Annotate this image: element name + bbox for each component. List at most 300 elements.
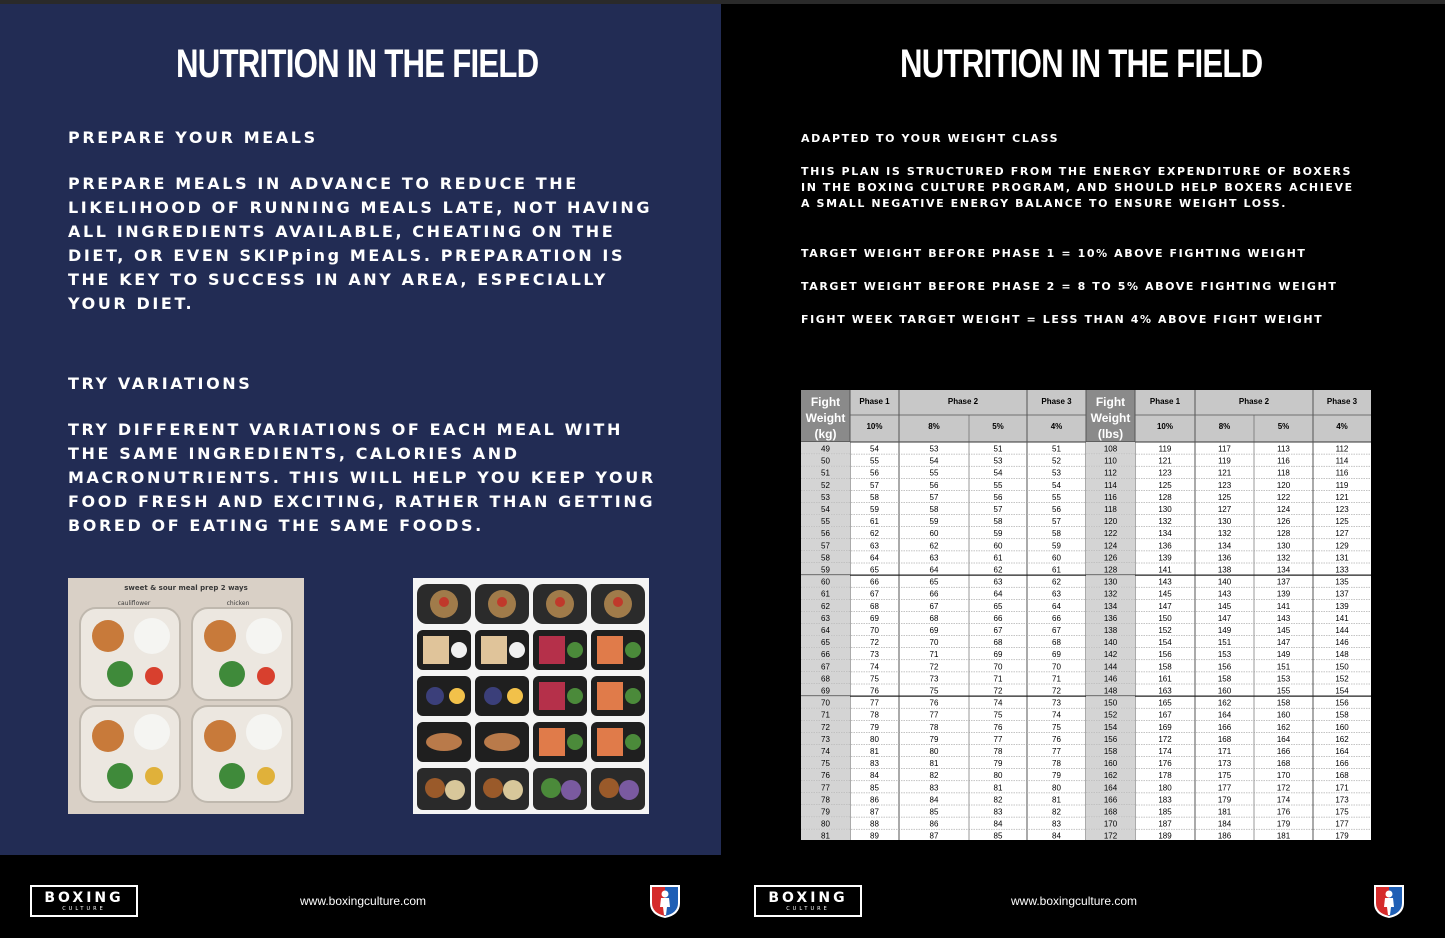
table-cell: 123 [1335,505,1349,514]
table-cell: 144 [1335,626,1349,635]
table-cell: 61 [993,553,1003,563]
table-cell: 154 [1335,686,1349,696]
table-cell: 76 [870,686,879,696]
table-cell: 62 [1052,577,1061,587]
table-cell: 53 [1052,468,1061,478]
table-cell: 72 [870,638,879,648]
table-cell: 66 [929,589,939,599]
table-cell: 85 [993,831,1003,840]
percent-header: 10% [1156,422,1174,431]
table-cell: 175 [1335,807,1349,817]
table-cell: 79 [929,734,939,744]
table-cell: 171 [1217,747,1232,756]
table-cell: 168 [1103,807,1118,817]
table-cell: 72 [1052,686,1061,696]
table-cell: 65 [821,638,830,648]
table-cell: 179 [1217,795,1232,805]
table-cell: 66 [993,613,1003,623]
table-cell: 185 [1158,807,1172,817]
section-text-prepare: PREPARE MEALS IN ADVANCE TO REDUCE THE LIKELIHOOD OF RUNNING MEALS LATE, NOT HAVING ALL INGREDIENTS AVAILABLE, CHEATING ON THE DIET, OR EVEN SKIPping MEALS. PREPARATION IS THE KEY TO SUCCESS IN ANY AREA, ESPECIALLY YOUR DIET. [68,174,653,313]
table-cell: 89 [870,831,879,840]
table-cell: 156 [1217,662,1232,672]
boxer-shield-icon [648,883,682,919]
table-cell: 158 [1158,662,1172,672]
table-cell: 126 [1276,517,1291,527]
table-cell: 77 [870,698,879,708]
table-cell: 59 [929,517,939,527]
table-cell: 181 [1217,807,1232,817]
table-cell: 69 [821,686,830,696]
table-cell: 71 [821,710,830,720]
table-cell: 124 [1276,505,1291,514]
table-cell: 139 [1158,553,1172,563]
table-cell: 168 [1217,734,1232,744]
table-cell: 130 [1158,505,1172,514]
right-page [721,4,1445,855]
table-cell: 131 [1335,553,1349,563]
phase-header: Phase 3 [1041,397,1072,406]
table-cell: 132 [1158,517,1172,527]
table-cell: 158 [1276,698,1291,708]
table-cell: 63 [821,613,830,623]
table-cell: 60 [1052,553,1061,563]
table-cell: 163 [1158,686,1172,696]
table-cell: 178 [1158,771,1172,781]
left-page [0,4,721,855]
table-cell: 79 [993,759,1003,769]
logo-main-text: BOXING [44,890,124,906]
table-cell: 78 [993,747,1003,756]
table-cell: 177 [1335,819,1349,829]
table-cell: 70 [821,698,830,708]
table-cell: 56 [993,492,1003,502]
table-cell: 81 [993,783,1003,793]
table-cell: 53 [929,444,939,454]
table-cell: 150 [1158,613,1172,623]
table-cell: 67 [821,662,830,672]
table-cell: 172 [1276,783,1291,793]
table-cell: 68 [870,601,879,611]
table-cell: 116 [1104,492,1117,502]
table-cell: 113 [1277,444,1290,454]
logo-main-text: BOXING [768,890,848,906]
table-cell: 145 [1217,601,1232,611]
website-url[interactable]: www.boxingculture.com [300,894,427,908]
table-cell: 153 [1217,650,1232,660]
photo-caption: sweet & sour meal prep 2 ways [124,584,248,592]
table-cell: 129 [1335,541,1349,551]
table-cell: 77 [1052,747,1061,756]
table-cell: 54 [993,468,1003,478]
table-cell: 177 [1217,783,1232,793]
table-cell: 183 [1158,795,1172,805]
table-cell: 59 [821,565,830,575]
table-cell: 130 [1103,577,1118,587]
table-cell: 76 [821,771,830,781]
table-cell: 166 [1103,795,1118,805]
table-cell: 69 [870,613,879,623]
table-cell: 148 [1103,686,1118,696]
table-cell: 68 [1052,638,1061,648]
table-cell: 74 [1052,710,1061,720]
boxing-culture-logo [754,885,862,917]
phase-header: Phase 1 [1149,397,1181,406]
table-cell: 187 [1158,819,1172,829]
table-cell: 172 [1103,831,1118,840]
table-cell: 66 [1052,613,1061,623]
table-cell: 151 [1217,638,1232,648]
table-cell: 147 [1276,638,1291,648]
table-cell: 138 [1103,626,1118,635]
table-cell: 161 [1158,674,1172,684]
table-cell: 149 [1276,650,1291,660]
table-cell: 122 [1103,529,1118,539]
table-cell: 56 [929,480,939,490]
table-cell: 65 [870,565,879,575]
table-cell: 83 [1052,819,1061,829]
table-cell: 180 [1158,783,1172,793]
table-cell: 59 [1052,541,1061,551]
table-cell: 69 [993,650,1003,660]
table-cell: 62 [993,565,1003,575]
table-cell: 146 [1103,674,1118,684]
table-cell: 66 [870,577,879,587]
table-cell: 156 [1103,734,1118,744]
table-cell: 58 [821,553,830,563]
table-cell: 83 [870,759,879,769]
table-cell: 132 [1103,589,1118,599]
table-cell: 63 [1052,589,1061,599]
table-cell: 86 [929,819,939,829]
table-cell: 153 [1276,674,1291,684]
table-cell: 121 [1217,468,1232,478]
table-cell: 124 [1103,541,1118,551]
weight-table-svg [801,390,1371,840]
photo-label-chicken: chicken [226,600,250,607]
table-cell: 58 [929,505,939,514]
table-cell: 134 [1103,601,1118,611]
table-cell: 78 [1052,759,1061,769]
logo-sub-text: CULTURE [786,906,830,912]
table-cell: 55 [1052,492,1061,502]
table-cell: 73 [821,734,830,744]
table-cell: 136 [1103,613,1118,623]
table-cell: 51 [1052,444,1061,454]
table-cell: 116 [1335,468,1349,478]
table-cell: 166 [1276,747,1291,756]
table-cell: 160 [1335,722,1349,732]
percent-header: 5% [1277,422,1290,431]
table-cell: 119 [1158,444,1172,454]
target-weight-phase-2: TARGET WEIGHT BEFORE PHASE 2 = 8 TO 5% ABOVE FIGHTING WEIGHT [801,280,1338,293]
table-cell: 130 [1276,541,1291,551]
table-cell: 168 [1276,759,1291,769]
table-cell: 54 [1052,480,1061,490]
table-cell: 75 [993,710,1003,720]
table-cell: 181 [1276,831,1291,840]
table-cell: 80 [993,771,1003,781]
table-cell: 51 [993,444,1003,454]
table-cell: 156 [1158,650,1172,660]
table-cell: 144 [1103,662,1118,672]
table-cell: 164 [1103,783,1118,793]
table-cell: 167 [1158,710,1172,720]
table-cell: 67 [870,589,879,599]
table-cell: 143 [1276,613,1291,623]
table-cell: 60 [821,577,830,587]
table-cell: 162 [1103,771,1118,781]
table-cell: 63 [870,541,879,551]
table-cell: 158 [1217,674,1232,684]
table-cell: 170 [1103,819,1118,829]
table-cell: 75 [929,686,939,696]
percent-header: 8% [1218,422,1231,431]
table-cell: 128 [1103,565,1118,575]
table-cell: 184 [1217,819,1232,829]
table-cell: 126 [1103,553,1118,563]
table-cell: 59 [993,529,1003,539]
table-cell: 65 [929,577,939,587]
table-cell: 62 [821,601,830,611]
table-cell: 118 [1277,468,1290,478]
table-cell: 173 [1335,795,1349,805]
table-cell: 148 [1335,650,1349,660]
table-cell: 75 [870,674,879,684]
table-cell: 79 [870,722,879,732]
kg-header-text: Weight [805,411,846,425]
table-cell: 58 [993,517,1003,527]
plan-intro-text: THIS PLAN IS STRUCTURED FROM THE ENERGY EXPENDITURE OF BOXERS IN THE BOXING CULTURE PROGRAM, AND SHOULD HELP BOXERS ACHIEVE A SMALL NEGATIVE ENERGY BALANCE TO ENSURE WEIGHT LOSS. [801,165,1354,210]
table-cell: 118 [1104,505,1117,514]
table-cell: 62 [870,529,879,539]
table-cell: 154 [1103,722,1118,732]
table-cell: 140 [1217,577,1232,587]
table-cell: 55 [929,468,939,478]
table-cell: 147 [1217,613,1232,623]
table-cell: 72 [993,686,1003,696]
table-cell: 76 [929,698,939,708]
table-cell: 137 [1276,577,1291,587]
table-cell: 83 [993,807,1003,817]
table-cell: 78 [929,722,939,732]
table-cell: 59 [870,505,879,514]
table-cell: 152 [1103,710,1118,720]
table-cell: 64 [929,565,939,575]
table-cell: 136 [1217,553,1232,563]
table-cell: 64 [821,626,830,635]
table-cell: 56 [870,468,879,478]
table-cell: 162 [1335,734,1349,744]
page-title: NUTRITION IN THE FIELD [900,42,1263,86]
table-cell: 57 [993,505,1003,514]
table-cell: 79 [821,807,830,817]
kg-header-text: (kg) [814,427,837,441]
table-cell: 78 [870,710,879,720]
table-cell: 168 [1335,771,1349,781]
table-cell: 132 [1217,529,1232,539]
table-cell: 61 [870,517,879,527]
table-cell: 160 [1217,686,1232,696]
table-cell: 57 [821,541,830,551]
table-cell: 175 [1217,771,1232,781]
table-cell: 63 [929,553,939,563]
table-cell: 64 [870,553,879,563]
table-cell: 53 [821,492,830,502]
table-cell: 81 [870,747,879,756]
phase-header: Phase 2 [947,397,979,406]
table-cell: 110 [1104,456,1117,466]
table-cell: 50 [821,456,830,466]
table-cell: 136 [1158,541,1172,551]
table-cell: 114 [1335,456,1349,466]
section-text-variations: TRY DIFFERENT VARIATIONS OF EACH MEAL WITH THE SAME INGREDIENTS, CALORIES AND MACRONUTRIENTS. THIS WILL HELP YOU KEEP YOUR FOOD FRESH AND EXCITING, RATHER THAN GETTING BORED OF EATING THE SAME FOODS. [68,420,656,535]
lbs-header-text: (lbs) [1097,427,1124,441]
table-cell: 173 [1217,759,1232,769]
table-cell: 147 [1158,601,1172,611]
table-cell: 77 [821,783,830,793]
table-cell: 179 [1335,831,1349,840]
table-cell: 84 [1052,831,1061,840]
table-cell: 121 [1158,456,1172,466]
table-cell: 57 [1052,517,1061,527]
table-cell: 162 [1217,698,1232,708]
table-cell: 87 [870,807,879,817]
table-cell: 82 [1052,807,1061,817]
lbs-header-text: Fight [1095,395,1126,409]
table-cell: 81 [821,831,830,840]
table-cell: 54 [929,456,939,466]
percent-header: 5% [992,422,1004,431]
table-cell: 134 [1158,529,1172,539]
table-cell: 75 [1052,722,1061,732]
logo-sub-text: CULTURE [62,906,106,912]
table-cell: 54 [821,505,830,514]
table-cell: 60 [929,529,939,539]
table-cell: 165 [1158,698,1172,708]
table-cell: 84 [870,771,879,781]
table-cell: 179 [1276,819,1291,829]
table-cell: 125 [1335,517,1349,527]
table-cell: 68 [993,638,1003,648]
table-cell: 128 [1276,529,1291,539]
table-cell: 164 [1217,710,1232,720]
photo-label-cauliflower: cauliflower [117,600,151,607]
table-cell: 51 [821,468,830,478]
table-cell: 158 [1103,747,1118,756]
table-cell: 176 [1158,759,1172,769]
phase-header: Phase 2 [1238,397,1270,406]
website-url[interactable]: www.boxingculture.com [1011,894,1138,908]
table-cell: 123 [1158,468,1172,478]
table-cell: 60 [993,541,1003,551]
footer-right [721,855,1445,938]
table-cell: 68 [929,613,939,623]
table-cell: 64 [993,589,1003,599]
table-cell: 77 [929,710,939,720]
percent-header: 4% [1050,422,1063,431]
table-cell: 120 [1276,480,1291,490]
table-cell: 74 [993,698,1003,708]
table-cell: 142 [1103,650,1118,660]
table-cell: 83 [929,783,939,793]
kg-header-text: Fight [810,395,841,409]
table-cell: 156 [1335,698,1349,708]
fight-week-target-weight: FIGHT WEEK TARGET WEIGHT = LESS THAN 4% ABOVE FIGHT WEIGHT [801,313,1324,326]
table-cell: 152 [1335,674,1349,684]
table-cell: 70 [929,638,939,648]
table-cell: 61 [1052,565,1061,575]
table-cell: 79 [1052,771,1061,781]
table-cell: 72 [929,662,939,672]
table-cell: 164 [1335,747,1349,756]
table-cell: 77 [993,734,1003,744]
table-cell: 149 [1217,626,1232,635]
section-heading-prepare: PREPARE YOUR MEALS [68,128,318,147]
table-cell: 55 [870,456,879,466]
table-cell: 71 [1052,674,1061,684]
table-cell: 63 [993,577,1003,587]
table-cell: 146 [1335,638,1349,648]
table-cell: 54 [870,444,879,454]
table-cell: 116 [1277,456,1290,466]
table-cell: 70 [870,626,879,635]
table-cell: 52 [1052,456,1061,466]
percent-header: 4% [1336,422,1348,431]
table-cell: 81 [1052,795,1061,805]
table-cell: 122 [1276,492,1291,502]
table-cell: 140 [1103,638,1118,648]
table-cell: 138 [1217,565,1232,575]
table-cell: 85 [929,807,939,817]
table-cell: 72 [821,722,830,732]
table-cell: 112 [1335,444,1349,454]
table-cell: 70 [993,662,1003,672]
table-cell: 55 [821,517,830,527]
target-weight-phase-1: TARGET WEIGHT BEFORE PHASE 1 = 10% ABOVE FIGHTING WEIGHT [801,247,1307,260]
table-cell: 145 [1158,589,1172,599]
table-cell: 55 [993,480,1003,490]
table-cell: 76 [1052,734,1061,744]
table-cell: 130 [1217,517,1232,527]
table-cell: 84 [929,795,939,805]
percent-header: 8% [928,422,940,431]
table-cell: 154 [1158,638,1172,648]
table-cell: 61 [821,589,830,599]
table-cell: 139 [1276,589,1291,599]
table-cell: 174 [1276,795,1291,805]
table-cell: 166 [1335,759,1349,769]
table-cell: 68 [821,674,830,684]
table-cell: 84 [993,819,1003,829]
table-cell: 125 [1158,480,1172,490]
table-cell: 171 [1335,783,1349,793]
table-cell: 134 [1276,565,1291,575]
table-cell: 189 [1158,831,1172,840]
table-cell: 133 [1335,565,1349,575]
table-cell: 71 [929,650,939,660]
table-cell: 85 [870,783,879,793]
boxing-culture-logo [30,885,138,917]
table-cell: 62 [929,541,939,551]
table-cell: 70 [1052,662,1061,672]
weight-class-heading: ADAPTED TO YOUR WEIGHT CLASS [801,132,1060,145]
table-cell: 127 [1217,505,1232,514]
table-cell: 87 [929,831,939,840]
lbs-header-text: Weight [1090,411,1131,425]
table-cell: 65 [993,601,1003,611]
table-cell: 67 [1052,626,1061,635]
table-cell: 150 [1103,698,1118,708]
